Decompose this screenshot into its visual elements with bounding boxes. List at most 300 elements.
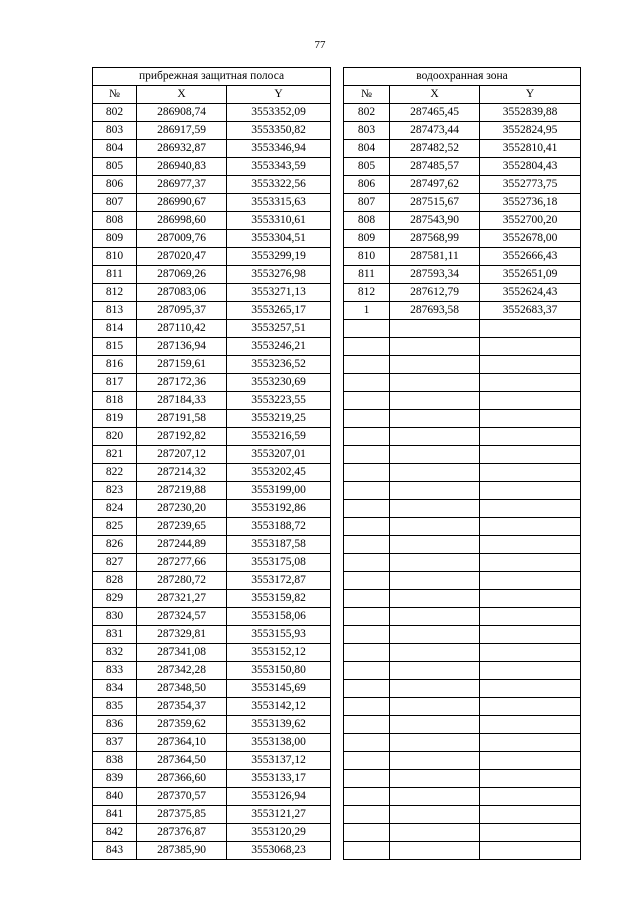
table-row [93,698,331,716]
y-coordinate-cell: 3553223,55 [227,392,331,410]
y-coordinate-cell: 3553145,69 [227,680,331,698]
y-coordinate-cell: 3553343,59 [227,158,331,176]
empty-cell [344,572,390,590]
y-coordinate-cell: 3553219,25 [227,410,331,428]
x-coordinate-cell: 286977,37 [137,176,227,194]
y-coordinate-cell: 3553246,21 [227,338,331,356]
y-coordinate-cell: 3552804,43 [480,158,581,176]
empty-table-row [344,374,581,392]
y-coordinate-cell: 3553159,82 [227,590,331,608]
column-header-y: Y [480,86,581,104]
point-number-cell: 816 [93,356,137,374]
empty-cell [480,698,581,716]
empty-table-row [344,536,581,554]
point-number-cell: 802 [93,104,137,122]
empty-cell [390,842,480,860]
x-coordinate-cell: 287482,52 [390,140,480,158]
x-coordinate-cell: 287342,28 [137,662,227,680]
y-coordinate-cell: 3553207,01 [227,446,331,464]
empty-table-row [344,464,581,482]
empty-cell [390,410,480,428]
point-number-cell: 833 [93,662,137,680]
empty-cell [390,320,480,338]
point-number-cell: 839 [93,770,137,788]
table-row [93,356,331,374]
x-coordinate-cell: 287359,62 [137,716,227,734]
table-row [93,194,331,212]
point-number-cell: 834 [93,680,137,698]
y-coordinate-cell: 3553192,86 [227,500,331,518]
x-coordinate-cell: 287364,50 [137,752,227,770]
empty-table-row [344,392,581,410]
empty-cell [480,356,581,374]
x-coordinate-cell: 287465,45 [390,104,480,122]
point-number-cell: 814 [93,320,137,338]
table-row [93,662,331,680]
empty-table-row [344,626,581,644]
point-number-cell: 837 [93,734,137,752]
empty-cell [480,572,581,590]
point-number-cell: 827 [93,554,137,572]
empty-cell [390,626,480,644]
empty-cell [480,752,581,770]
y-coordinate-cell: 3552678,00 [480,230,581,248]
empty-cell [390,698,480,716]
table-row [93,788,331,806]
y-coordinate-cell: 3553276,98 [227,266,331,284]
x-coordinate-cell: 287239,65 [137,518,227,536]
x-coordinate-cell: 287095,37 [137,302,227,320]
table-row [93,464,331,482]
table-row [344,140,581,158]
table-row [93,374,331,392]
empty-cell [390,338,480,356]
y-coordinate-cell: 3553199,00 [227,482,331,500]
table-row [93,572,331,590]
table-row [93,212,331,230]
empty-cell [480,482,581,500]
empty-table-row [344,662,581,680]
table-row [93,104,331,122]
x-coordinate-cell: 287497,62 [390,176,480,194]
empty-cell [344,374,390,392]
point-number-cell: 812 [344,284,390,302]
y-coordinate-cell: 3553068,23 [227,842,331,860]
empty-cell [344,536,390,554]
empty-cell [390,536,480,554]
point-number-cell: 821 [93,446,137,464]
y-coordinate-cell: 3553350,82 [227,122,331,140]
empty-cell [344,320,390,338]
empty-cell [390,482,480,500]
empty-table-row [344,338,581,356]
point-number-cell: 843 [93,842,137,860]
empty-cell [480,824,581,842]
empty-cell [390,500,480,518]
empty-cell [480,446,581,464]
table-row [344,194,581,212]
empty-cell [480,374,581,392]
empty-cell [480,644,581,662]
empty-cell [344,590,390,608]
x-coordinate-cell: 287581,11 [390,248,480,266]
y-coordinate-cell: 3553271,13 [227,284,331,302]
empty-cell [480,680,581,698]
x-coordinate-cell: 287324,57 [137,608,227,626]
table-row [344,266,581,284]
x-coordinate-cell: 287612,79 [390,284,480,302]
point-number-cell: 817 [93,374,137,392]
y-coordinate-cell: 3553346,94 [227,140,331,158]
table-row [93,446,331,464]
column-header-y: Y [227,86,331,104]
y-coordinate-cell: 3552700,20 [480,212,581,230]
empty-cell [390,824,480,842]
x-coordinate-cell: 287192,82 [137,428,227,446]
empty-cell [390,788,480,806]
x-coordinate-cell: 286998,60 [137,212,227,230]
point-number-cell: 809 [344,230,390,248]
point-number-cell: 811 [344,266,390,284]
point-number-cell: 818 [93,392,137,410]
table-row [344,212,581,230]
table-row [93,590,331,608]
y-coordinate-cell: 3552736,18 [480,194,581,212]
point-number-cell: 842 [93,824,137,842]
y-coordinate-cell: 3553126,94 [227,788,331,806]
point-number-cell: 1 [344,302,390,320]
column-header-number: № [93,86,137,104]
table-body [93,104,331,860]
empty-table-row [344,788,581,806]
table-row [93,734,331,752]
x-coordinate-cell: 287159,61 [137,356,227,374]
empty-cell [480,734,581,752]
empty-table-row [344,608,581,626]
table-row [93,716,331,734]
point-number-cell: 820 [93,428,137,446]
table-row [93,554,331,572]
point-number-cell: 823 [93,482,137,500]
empty-cell [480,410,581,428]
y-coordinate-cell: 3553265,17 [227,302,331,320]
empty-cell [390,356,480,374]
x-coordinate-cell: 286940,83 [137,158,227,176]
empty-cell [480,770,581,788]
x-coordinate-cell: 287214,32 [137,464,227,482]
empty-cell [344,734,390,752]
x-coordinate-cell: 287364,10 [137,734,227,752]
x-coordinate-cell: 287184,33 [137,392,227,410]
y-coordinate-cell: 3553137,12 [227,752,331,770]
y-coordinate-cell: 3553175,08 [227,554,331,572]
y-coordinate-cell: 3552666,43 [480,248,581,266]
y-coordinate-cell: 3553304,51 [227,230,331,248]
point-number-cell: 804 [344,140,390,158]
empty-cell [480,626,581,644]
point-number-cell: 824 [93,500,137,518]
empty-cell [480,554,581,572]
empty-table-row [344,482,581,500]
coastal-protection-strip-table [92,67,331,860]
point-number-cell: 805 [93,158,137,176]
x-coordinate-cell: 287280,72 [137,572,227,590]
x-coordinate-cell: 287069,26 [137,266,227,284]
point-number-cell: 803 [93,122,137,140]
point-number-cell: 822 [93,464,137,482]
y-coordinate-cell: 3553257,51 [227,320,331,338]
table-row [93,752,331,770]
point-number-cell: 825 [93,518,137,536]
water-protection-zone-table [343,67,581,860]
point-number-cell: 806 [344,176,390,194]
table-row [93,518,331,536]
x-coordinate-cell: 287277,66 [137,554,227,572]
table-row [93,122,331,140]
table-title: водоохранная зона [344,68,581,86]
point-number-cell: 808 [344,212,390,230]
y-coordinate-cell: 3553236,52 [227,356,331,374]
x-coordinate-cell: 287543,90 [390,212,480,230]
point-number-cell: 836 [93,716,137,734]
empty-table-row [344,734,581,752]
empty-table-row [344,806,581,824]
table-row [93,284,331,302]
x-coordinate-cell: 286990,67 [137,194,227,212]
point-number-cell: 815 [93,338,137,356]
empty-table-row [344,680,581,698]
empty-cell [480,806,581,824]
x-coordinate-cell: 287083,06 [137,284,227,302]
x-coordinate-cell: 287366,60 [137,770,227,788]
empty-table-row [344,824,581,842]
table-row [93,536,331,554]
table-row [93,140,331,158]
x-coordinate-cell: 287341,08 [137,644,227,662]
empty-cell [390,734,480,752]
y-coordinate-cell: 3552683,37 [480,302,581,320]
empty-table-row [344,320,581,338]
y-coordinate-cell: 3552810,41 [480,140,581,158]
empty-cell [344,644,390,662]
empty-table-row [344,518,581,536]
y-coordinate-cell: 3553322,56 [227,176,331,194]
y-coordinate-cell: 3553202,45 [227,464,331,482]
point-number-cell: 831 [93,626,137,644]
x-coordinate-cell: 287230,20 [137,500,227,518]
point-number-cell: 841 [93,806,137,824]
empty-cell [344,806,390,824]
x-coordinate-cell: 287321,27 [137,590,227,608]
table-row [93,482,331,500]
y-coordinate-cell: 3553150,80 [227,662,331,680]
table-row [93,500,331,518]
empty-cell [390,662,480,680]
empty-table-row [344,590,581,608]
empty-table-row [344,716,581,734]
empty-cell [344,428,390,446]
x-coordinate-cell: 287348,50 [137,680,227,698]
x-coordinate-cell: 287172,36 [137,374,227,392]
y-coordinate-cell: 3553315,63 [227,194,331,212]
x-coordinate-cell: 287354,37 [137,698,227,716]
y-coordinate-cell: 3553152,12 [227,644,331,662]
table-row [93,410,331,428]
table-row [93,392,331,410]
empty-cell [344,626,390,644]
empty-table-row [344,428,581,446]
point-number-cell: 826 [93,536,137,554]
empty-cell [480,500,581,518]
table-row [93,266,331,284]
empty-cell [480,608,581,626]
empty-table-row [344,842,581,860]
y-coordinate-cell: 3553188,72 [227,518,331,536]
empty-cell [390,572,480,590]
point-number-cell: 806 [93,176,137,194]
table-row [93,338,331,356]
empty-cell [480,392,581,410]
empty-cell [480,428,581,446]
x-coordinate-cell: 286908,74 [137,104,227,122]
empty-table-row [344,644,581,662]
y-coordinate-cell: 3553187,58 [227,536,331,554]
point-number-cell: 803 [344,122,390,140]
point-number-cell: 819 [93,410,137,428]
empty-cell [344,698,390,716]
empty-cell [344,356,390,374]
x-coordinate-cell: 287473,44 [390,122,480,140]
empty-cell [390,608,480,626]
table-row [344,158,581,176]
table-row [93,806,331,824]
y-coordinate-cell: 3553352,09 [227,104,331,122]
point-number-cell: 813 [93,302,137,320]
x-coordinate-cell: 287136,94 [137,338,227,356]
y-coordinate-cell: 3553230,69 [227,374,331,392]
empty-cell [344,518,390,536]
empty-cell [390,752,480,770]
empty-cell [390,806,480,824]
table-row [344,122,581,140]
y-coordinate-cell: 3553310,61 [227,212,331,230]
table-row [344,284,581,302]
empty-cell [390,392,480,410]
empty-cell [390,446,480,464]
table-row [344,230,581,248]
empty-cell [480,536,581,554]
table-row [93,644,331,662]
point-number-cell: 807 [93,194,137,212]
x-coordinate-cell: 287329,81 [137,626,227,644]
y-coordinate-cell: 3552824,95 [480,122,581,140]
empty-table-row [344,446,581,464]
y-coordinate-cell: 3553158,06 [227,608,331,626]
x-coordinate-cell: 287376,87 [137,824,227,842]
y-coordinate-cell: 3553216,59 [227,428,331,446]
empty-table-row [344,572,581,590]
page-number: 77 [314,39,326,51]
empty-table-row [344,356,581,374]
y-coordinate-cell: 3553121,27 [227,806,331,824]
empty-cell [390,770,480,788]
y-coordinate-cell: 3552624,43 [480,284,581,302]
point-number-cell: 804 [93,140,137,158]
empty-cell [344,824,390,842]
empty-cell [480,320,581,338]
point-number-cell: 808 [93,212,137,230]
empty-cell [390,374,480,392]
y-coordinate-cell: 3553155,93 [227,626,331,644]
x-coordinate-cell: 287568,99 [390,230,480,248]
point-number-cell: 807 [344,194,390,212]
empty-cell [344,770,390,788]
empty-cell [344,788,390,806]
point-number-cell: 828 [93,572,137,590]
x-coordinate-cell: 287009,76 [137,230,227,248]
point-number-cell: 838 [93,752,137,770]
empty-cell [344,842,390,860]
x-coordinate-cell: 287375,85 [137,806,227,824]
empty-cell [480,338,581,356]
empty-cell [480,716,581,734]
empty-cell [344,338,390,356]
y-coordinate-cell: 3553299,19 [227,248,331,266]
y-coordinate-cell: 3553142,12 [227,698,331,716]
x-coordinate-cell: 287219,88 [137,482,227,500]
x-coordinate-cell: 287693,58 [390,302,480,320]
x-coordinate-cell: 287370,57 [137,788,227,806]
empty-cell [344,500,390,518]
table-row [93,824,331,842]
empty-cell [480,788,581,806]
y-coordinate-cell: 3553120,29 [227,824,331,842]
empty-cell [390,680,480,698]
point-number-cell: 809 [93,230,137,248]
table-row [93,680,331,698]
empty-cell [344,662,390,680]
point-number-cell: 832 [93,644,137,662]
column-header-x: X [390,86,480,104]
empty-cell [390,716,480,734]
empty-cell [344,410,390,428]
point-number-cell: 830 [93,608,137,626]
table-row [344,176,581,194]
x-coordinate-cell: 287485,57 [390,158,480,176]
table-row [344,104,581,122]
y-coordinate-cell: 3552651,09 [480,266,581,284]
x-coordinate-cell: 287593,34 [390,266,480,284]
empty-cell [480,662,581,680]
point-number-cell: 811 [93,266,137,284]
empty-table-row [344,752,581,770]
x-coordinate-cell: 287191,58 [137,410,227,428]
empty-cell [390,428,480,446]
empty-cell [390,518,480,536]
x-coordinate-cell: 287515,67 [390,194,480,212]
point-number-cell: 835 [93,698,137,716]
y-coordinate-cell: 3553138,00 [227,734,331,752]
x-coordinate-cell: 287207,12 [137,446,227,464]
table-row [93,770,331,788]
point-number-cell: 812 [93,284,137,302]
column-header-number: № [344,86,390,104]
table-row [93,176,331,194]
table-row [93,158,331,176]
table-row [93,302,331,320]
empty-cell [344,608,390,626]
empty-cell [390,590,480,608]
